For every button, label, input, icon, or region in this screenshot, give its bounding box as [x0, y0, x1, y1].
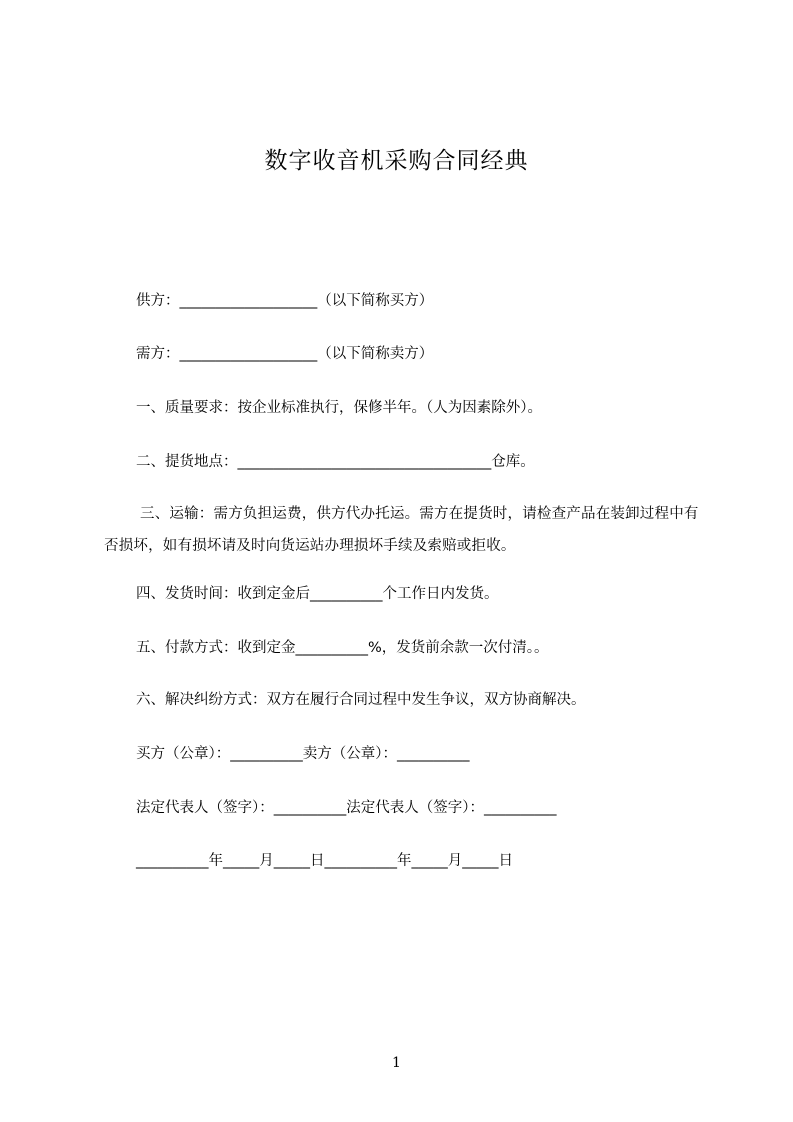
seal-line: 买方（公章）：__________卖方（公章）：__________ [136, 746, 470, 762]
date-line: __________年_____月_____日__________年_____月_____日 [136, 853, 513, 869]
supplier-line: 供方：___________________（以下简称买方） [136, 293, 434, 309]
demander-line: 需方：___________________（以下简称卖方） [136, 346, 434, 362]
document-title: 数字收音机采购合同经典 [264, 148, 529, 174]
clause-pickup-location: 二、提货地点：___________________________________仓库。 [136, 454, 535, 470]
page-number: 1 [392, 1055, 401, 1071]
clause-transport: 三、运输：需方负担运费，供方代办托运。需方在提货时，请检查产品在装卸过程中有否损坏，如有损坏请及时向货运站办理损坏手续及索赔或拒收。 [104, 506, 699, 554]
signature-line: 法定代表人（签字）：__________法定代表人（签字）：__________ [136, 800, 557, 816]
clause-delivery-time: 四、发货时间：收到定金后__________个工作日内发货。 [136, 586, 499, 602]
clause-quality: 一、质量要求：按企业标准执行，保修半年。（人为因素除外）。 [136, 400, 542, 416]
clause-dispute: 六、解决纠纷方式：双方在履行合同过程中发生争议，双方协商解决。 [136, 692, 586, 708]
clause-payment: 五、付款方式：收到定金__________%，发货前余款一次付清。。 [136, 640, 549, 656]
